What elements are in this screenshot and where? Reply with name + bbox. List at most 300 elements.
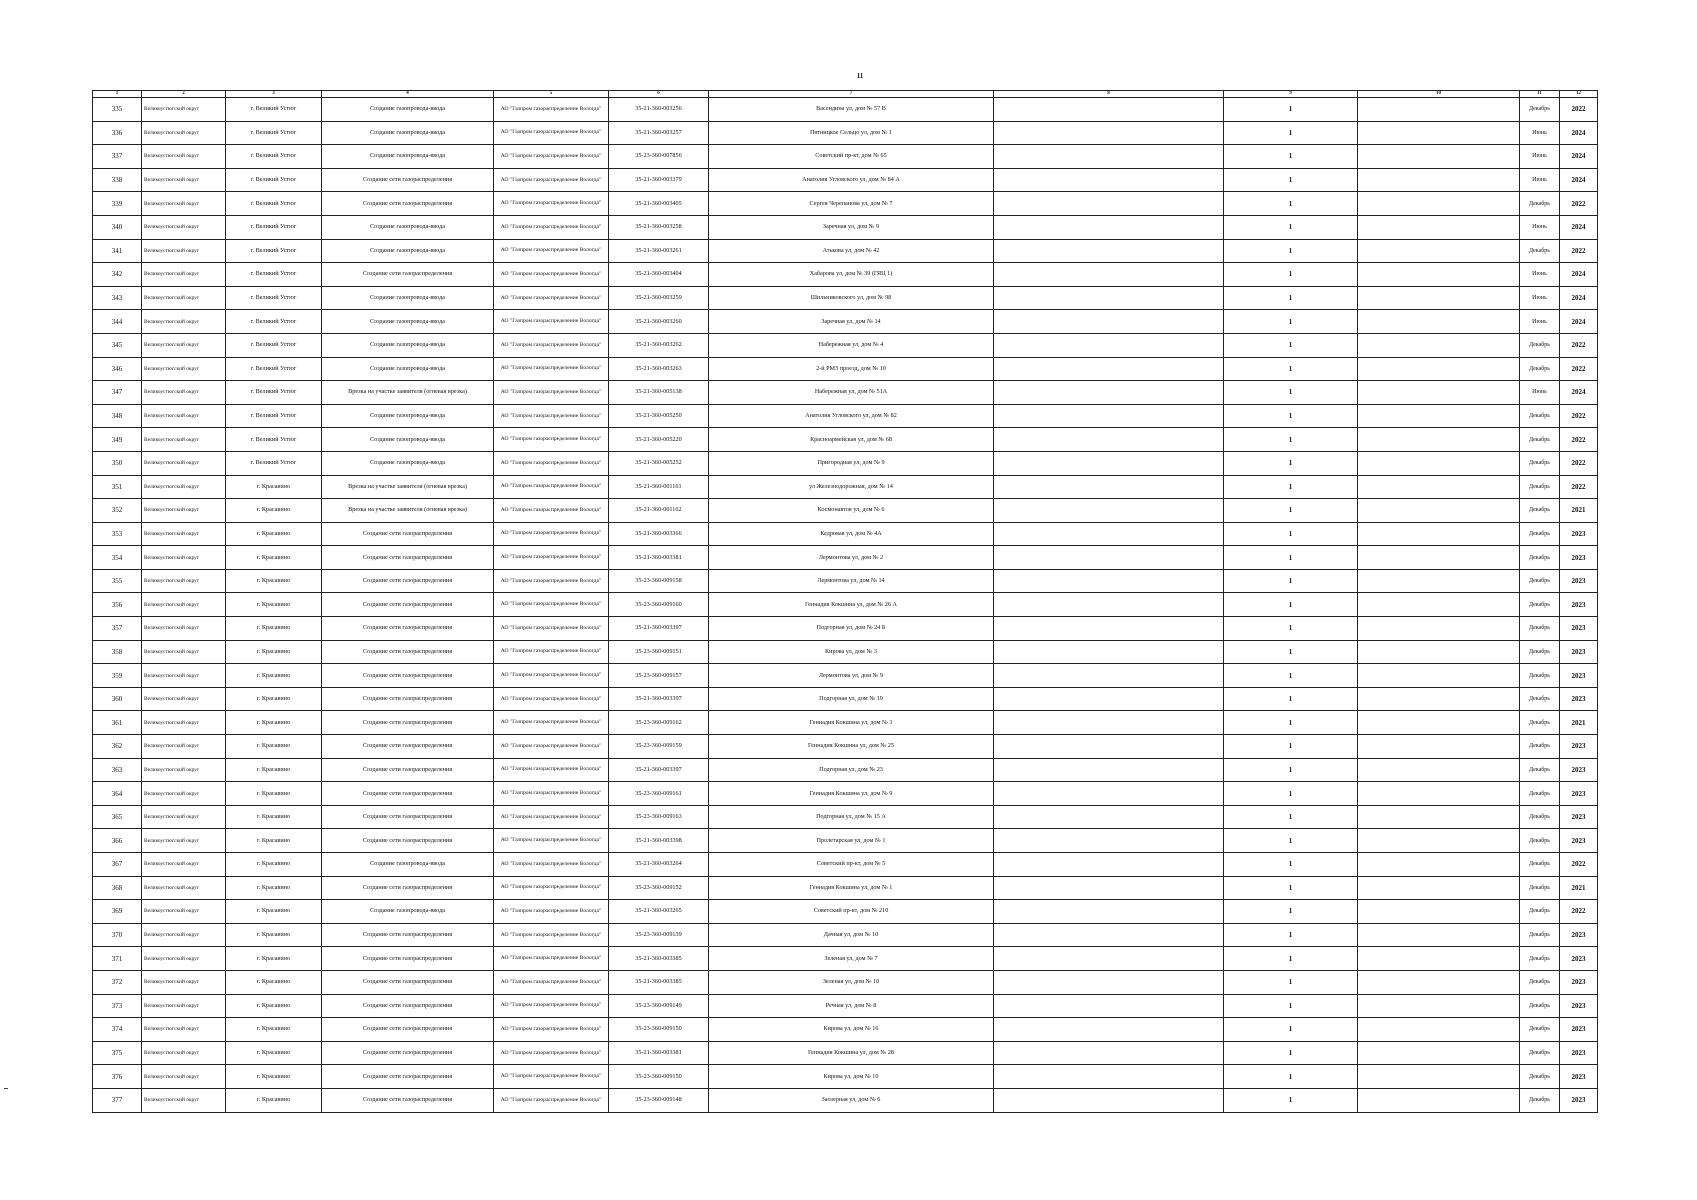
month-cell: Декабрь xyxy=(1520,333,1560,357)
count-cell: 1 xyxy=(1224,876,1358,900)
year-cell: 2022 xyxy=(1560,451,1598,475)
request-number-cell: 35-23-360-009163 xyxy=(609,805,709,829)
column-10-cell xyxy=(1358,310,1520,334)
month-cell: Июнь xyxy=(1520,215,1560,239)
request-number-cell: 35-21-360-001162 xyxy=(609,499,709,523)
table-row xyxy=(93,569,1598,593)
district-cell: Великоустюгский округ xyxy=(142,617,226,641)
count-cell: 1 xyxy=(1224,735,1358,759)
column-10-cell xyxy=(1358,168,1520,192)
request-number-cell: 35-23-360-009150 xyxy=(609,1018,709,1042)
address-cell: Заречная ул, дом № 9 xyxy=(709,215,994,239)
year-cell: 2023 xyxy=(1560,1041,1598,1065)
address-cell: Речная ул, дом № 8 xyxy=(709,994,994,1018)
address-cell: Подгорная ул, дом № 15 А xyxy=(709,805,994,829)
count-cell: 1 xyxy=(1224,1041,1358,1065)
settlement-cell: г. Красавино xyxy=(226,1041,322,1065)
column-8-cell xyxy=(994,168,1224,192)
work-type-cell: Создание газопровода-ввода xyxy=(322,333,494,357)
organization-cell: АО "Газпром газораспределение Вологда" xyxy=(494,475,609,499)
row-number-cell: 336 xyxy=(93,121,142,145)
district-cell: Великоустюгский округ xyxy=(142,239,226,263)
table-row xyxy=(93,994,1598,1018)
request-number-cell: 35-21-360-003397 xyxy=(609,687,709,711)
settlement-cell: г. Красавино xyxy=(226,970,322,994)
column-number-8: 8 xyxy=(994,91,1224,98)
column-8-cell xyxy=(994,239,1224,263)
column-8-cell xyxy=(994,758,1224,782)
work-type-cell: Создание сети газораспределения xyxy=(322,569,494,593)
settlement-cell: г. Красавино xyxy=(226,735,322,759)
month-cell: Декабрь xyxy=(1520,1018,1560,1042)
request-number-cell: 35-23-360-009161 xyxy=(609,782,709,806)
request-number-cell: 35-23-360-009152 xyxy=(609,876,709,900)
work-type-cell: Создание сети газораспределения xyxy=(322,687,494,711)
row-number-cell: 345 xyxy=(93,333,142,357)
row-number-cell: 340 xyxy=(93,215,142,239)
address-cell: Геннадия Кокшина ул, дом № 9 xyxy=(709,782,994,806)
year-cell: 2023 xyxy=(1560,1088,1598,1112)
count-cell: 1 xyxy=(1224,286,1358,310)
address-cell: Советский пр-кт, дом № 65 xyxy=(709,145,994,169)
year-cell: 2023 xyxy=(1560,829,1598,853)
column-8-cell xyxy=(994,428,1224,452)
work-type-cell: Создание сети газораспределения xyxy=(322,782,494,806)
column-10-cell xyxy=(1358,286,1520,310)
address-cell: Васендина ул, дом № 57 В xyxy=(709,98,994,122)
work-type-cell: Создание сети газораспределения xyxy=(322,1088,494,1112)
address-cell: Дачная ул, дом № 10 xyxy=(709,923,994,947)
address-cell: Заозерная ул, дом № 6 xyxy=(709,1088,994,1112)
row-number-cell: 344 xyxy=(93,310,142,334)
settlement-cell: г. Красавино xyxy=(226,593,322,617)
district-cell: Великоустюгский округ xyxy=(142,900,226,924)
organization-cell: АО "Газпром газораспределение Вологда" xyxy=(494,876,609,900)
month-cell: Декабрь xyxy=(1520,1088,1560,1112)
column-8-cell xyxy=(994,923,1224,947)
row-number-cell: 338 xyxy=(93,168,142,192)
district-cell: Великоустюгский округ xyxy=(142,451,226,475)
work-type-cell: Врезка на участке заявителя (огневая врезка) xyxy=(322,381,494,405)
year-cell: 2024 xyxy=(1560,310,1598,334)
organization-cell: АО "Газпром газораспределение Вологда" xyxy=(494,782,609,806)
address-cell: Набережная ул, дом № 51А xyxy=(709,381,994,405)
year-cell: 2023 xyxy=(1560,522,1598,546)
request-number-cell: 35-21-360-003398 xyxy=(609,829,709,853)
district-cell: Великоустюгский округ xyxy=(142,876,226,900)
year-cell: 2024 xyxy=(1560,121,1598,145)
month-cell: Декабрь xyxy=(1520,923,1560,947)
request-number-cell: 35-23-360-009148 xyxy=(609,1088,709,1112)
column-10-cell xyxy=(1358,876,1520,900)
work-type-cell: Создание сети газораспределения xyxy=(322,876,494,900)
address-cell: Зеленая ул, дом № 7 xyxy=(709,947,994,971)
address-cell: Кедровая ул, дом № 4А xyxy=(709,522,994,546)
request-number-cell: 35-21-360-003263 xyxy=(609,357,709,381)
month-cell: Декабрь xyxy=(1520,192,1560,216)
column-number-header xyxy=(93,91,1598,98)
count-cell: 1 xyxy=(1224,782,1358,806)
count-cell: 1 xyxy=(1224,664,1358,688)
column-10-cell xyxy=(1358,758,1520,782)
request-number-cell: 35-21-360-003404 xyxy=(609,263,709,287)
column-8-cell xyxy=(994,853,1224,877)
year-cell: 2023 xyxy=(1560,735,1598,759)
column-8-cell xyxy=(994,215,1224,239)
table-row xyxy=(93,947,1598,971)
row-number-cell: 373 xyxy=(93,994,142,1018)
count-cell: 1 xyxy=(1224,310,1358,334)
district-cell: Великоустюгский округ xyxy=(142,404,226,428)
row-number-cell: 346 xyxy=(93,357,142,381)
table-row xyxy=(93,192,1598,216)
column-10-cell xyxy=(1358,853,1520,877)
request-number-cell: 35-21-360-003405 xyxy=(609,192,709,216)
year-cell: 2021 xyxy=(1560,499,1598,523)
work-type-cell: Врезка на участке заявителя (огневая врезка) xyxy=(322,499,494,523)
row-number-cell: 356 xyxy=(93,593,142,617)
work-type-cell: Создание сети газораспределения xyxy=(322,168,494,192)
organization-cell: АО "Газпром газораспределение Вологда" xyxy=(494,1088,609,1112)
table-row xyxy=(93,664,1598,688)
month-cell: Декабрь xyxy=(1520,569,1560,593)
column-8-cell xyxy=(994,357,1224,381)
row-number-cell: 371 xyxy=(93,947,142,971)
column-8-cell xyxy=(994,499,1224,523)
year-cell: 2023 xyxy=(1560,569,1598,593)
district-cell: Великоустюгский округ xyxy=(142,428,226,452)
table-row xyxy=(93,428,1598,452)
request-number-cell: 35-21-360-005250 xyxy=(609,404,709,428)
row-number-cell: 363 xyxy=(93,758,142,782)
table-row xyxy=(93,475,1598,499)
work-type-cell: Создание газопровода-ввода xyxy=(322,121,494,145)
settlement-cell: г. Красавино xyxy=(226,475,322,499)
count-cell: 1 xyxy=(1224,215,1358,239)
district-cell: Великоустюгский округ xyxy=(142,475,226,499)
column-10-cell xyxy=(1358,1041,1520,1065)
table-row xyxy=(93,357,1598,381)
month-cell: Декабрь xyxy=(1520,451,1560,475)
work-type-cell: Создание сети газораспределения xyxy=(322,664,494,688)
row-number-cell: 364 xyxy=(93,782,142,806)
work-type-cell: Создание газопровода-ввода xyxy=(322,310,494,334)
margin-mark xyxy=(4,1088,8,1089)
column-10-cell xyxy=(1358,782,1520,806)
address-cell: Пятницкое Сельцо ул, дом № 1 xyxy=(709,121,994,145)
settlement-cell: г. Красавино xyxy=(226,782,322,806)
column-10-cell xyxy=(1358,593,1520,617)
settlement-cell: г. Великий Устюг xyxy=(226,121,322,145)
settlement-cell: г. Красавино xyxy=(226,1065,322,1089)
district-cell: Великоустюгский округ xyxy=(142,1088,226,1112)
month-cell: Декабрь xyxy=(1520,805,1560,829)
year-cell: 2022 xyxy=(1560,98,1598,122)
district-cell: Великоустюгский округ xyxy=(142,593,226,617)
organization-cell: АО "Газпром газораспределение Вологда" xyxy=(494,640,609,664)
count-cell: 1 xyxy=(1224,593,1358,617)
organization-cell: АО "Газпром газораспределение Вологда" xyxy=(494,404,609,428)
settlement-cell: г. Красавино xyxy=(226,569,322,593)
row-number-cell: 347 xyxy=(93,381,142,405)
month-cell: Декабрь xyxy=(1520,98,1560,122)
column-10-cell xyxy=(1358,192,1520,216)
column-8-cell xyxy=(994,640,1224,664)
column-10-cell xyxy=(1358,499,1520,523)
organization-cell: АО "Газпром газораспределение Вологда" xyxy=(494,805,609,829)
year-cell: 2023 xyxy=(1560,664,1598,688)
district-cell: Великоустюгский округ xyxy=(142,994,226,1018)
address-cell: 2-й РМЗ проезд, дом № 10 xyxy=(709,357,994,381)
column-10-cell xyxy=(1358,947,1520,971)
request-number-cell: 35-23-360-009157 xyxy=(609,664,709,688)
organization-cell: АО "Газпром газораспределение Вологда" xyxy=(494,333,609,357)
column-number-10: 10 xyxy=(1358,91,1520,98)
column-number-6: 6 xyxy=(609,91,709,98)
request-number-cell: 35-21-360-003385 xyxy=(609,970,709,994)
work-type-cell: Создание сети газораспределения xyxy=(322,711,494,735)
organization-cell: АО "Газпром газораспределение Вологда" xyxy=(494,569,609,593)
row-number-cell: 359 xyxy=(93,664,142,688)
year-cell: 2024 xyxy=(1560,263,1598,287)
settlement-cell: г. Великий Устюг xyxy=(226,145,322,169)
row-number-cell: 367 xyxy=(93,853,142,877)
column-8-cell xyxy=(994,829,1224,853)
row-number-cell: 343 xyxy=(93,286,142,310)
column-10-cell xyxy=(1358,829,1520,853)
work-type-cell: Создание сети газораспределения xyxy=(322,829,494,853)
column-10-cell xyxy=(1358,994,1520,1018)
organization-cell: АО "Газпром газораспределение Вологда" xyxy=(494,711,609,735)
organization-cell: АО "Газпром газораспределение Вологда" xyxy=(494,687,609,711)
district-cell: Великоустюгский округ xyxy=(142,145,226,169)
address-cell: Хабарова ул, дом № 39 (ГЯЦ 1) xyxy=(709,263,994,287)
table-body xyxy=(93,98,1598,1113)
year-cell: 2022 xyxy=(1560,900,1598,924)
organization-cell: АО "Газпром газораспределение Вологда" xyxy=(494,593,609,617)
month-cell: Декабрь xyxy=(1520,522,1560,546)
table-row xyxy=(93,310,1598,334)
row-number-cell: 368 xyxy=(93,876,142,900)
district-cell: Великоустюгский округ xyxy=(142,286,226,310)
header-row xyxy=(93,91,1598,98)
table-row xyxy=(93,1088,1598,1112)
address-cell: Подгорная ул, дом № 19 xyxy=(709,687,994,711)
row-number-cell: 352 xyxy=(93,499,142,523)
work-type-cell: Создание сети газораспределения xyxy=(322,640,494,664)
work-type-cell: Создание сети газораспределения xyxy=(322,1041,494,1065)
district-cell: Великоустюгский округ xyxy=(142,333,226,357)
settlement-cell: г. Великий Устюг xyxy=(226,263,322,287)
column-number-9: 9 xyxy=(1224,91,1358,98)
work-type-cell: Создание газопровода-ввода xyxy=(322,404,494,428)
count-cell: 1 xyxy=(1224,428,1358,452)
request-number-cell: 35-23-360-009159 xyxy=(609,735,709,759)
row-number-cell: 374 xyxy=(93,1018,142,1042)
row-number-cell: 369 xyxy=(93,900,142,924)
organization-cell: АО "Газпром газораспределение Вологда" xyxy=(494,98,609,122)
count-cell: 1 xyxy=(1224,853,1358,877)
address-cell: Советский пр-кт, дом № 210 xyxy=(709,900,994,924)
organization-cell: АО "Газпром газораспределение Вологда" xyxy=(494,900,609,924)
row-number-cell: 376 xyxy=(93,1065,142,1089)
count-cell: 1 xyxy=(1224,829,1358,853)
settlement-cell: г. Красавино xyxy=(226,876,322,900)
year-cell: 2023 xyxy=(1560,782,1598,806)
organization-cell: АО "Газпром газораспределение Вологда" xyxy=(494,1018,609,1042)
month-cell: Декабрь xyxy=(1520,994,1560,1018)
request-number-cell: 35-23-360-009158 xyxy=(609,569,709,593)
column-10-cell xyxy=(1358,664,1520,688)
organization-cell: АО "Газпром газораспределение Вологда" xyxy=(494,1041,609,1065)
month-cell: Декабрь xyxy=(1520,876,1560,900)
request-number-cell: 35-21-360-003262 xyxy=(609,333,709,357)
settlement-cell: г. Великий Устюг xyxy=(226,451,322,475)
row-number-cell: 354 xyxy=(93,546,142,570)
column-8-cell xyxy=(994,782,1224,806)
year-cell: 2022 xyxy=(1560,192,1598,216)
row-number-cell: 370 xyxy=(93,923,142,947)
column-8-cell xyxy=(994,1018,1224,1042)
year-cell: 2022 xyxy=(1560,475,1598,499)
year-cell: 2023 xyxy=(1560,687,1598,711)
table-row xyxy=(93,404,1598,428)
table-row xyxy=(93,522,1598,546)
table-row xyxy=(93,593,1598,617)
count-cell: 1 xyxy=(1224,569,1358,593)
request-number-cell: 35-21-360-003397 xyxy=(609,758,709,782)
table-row xyxy=(93,829,1598,853)
address-cell: Зеленая ул, дом № 10 xyxy=(709,970,994,994)
settlement-cell: г. Красавино xyxy=(226,687,322,711)
count-cell: 1 xyxy=(1224,192,1358,216)
table-row xyxy=(93,640,1598,664)
column-number-7: 7 xyxy=(709,91,994,98)
row-number-cell: 362 xyxy=(93,735,142,759)
month-cell: Декабрь xyxy=(1520,499,1560,523)
work-type-cell: Создание сети газораспределения xyxy=(322,758,494,782)
table-row xyxy=(93,121,1598,145)
request-number-cell: 35-21-360-005138 xyxy=(609,381,709,405)
table-row xyxy=(93,546,1598,570)
district-cell: Великоустюгский округ xyxy=(142,98,226,122)
address-cell: Геннадия Кокшина ул, дом № 25 xyxy=(709,735,994,759)
year-cell: 2023 xyxy=(1560,593,1598,617)
work-type-cell: Создание сети газораспределения xyxy=(322,735,494,759)
row-number-cell: 357 xyxy=(93,617,142,641)
district-cell: Великоустюгский округ xyxy=(142,782,226,806)
table-row xyxy=(93,168,1598,192)
settlement-cell: г. Красавино xyxy=(226,758,322,782)
row-number-cell: 358 xyxy=(93,640,142,664)
month-cell: Декабрь xyxy=(1520,593,1560,617)
column-10-cell xyxy=(1358,805,1520,829)
year-cell: 2023 xyxy=(1560,970,1598,994)
column-8-cell xyxy=(994,900,1224,924)
column-8-cell xyxy=(994,569,1224,593)
address-cell: Атькова ул, дом № 42 xyxy=(709,239,994,263)
column-8-cell xyxy=(994,381,1224,405)
count-cell: 1 xyxy=(1224,357,1358,381)
organization-cell: АО "Газпром газораспределение Вологда" xyxy=(494,263,609,287)
organization-cell: АО "Газпром газораспределение Вологда" xyxy=(494,357,609,381)
request-number-cell: 35-21-360-003381 xyxy=(609,1041,709,1065)
column-10-cell xyxy=(1358,451,1520,475)
request-number-cell: 35-21-360-003258 xyxy=(609,215,709,239)
table-row xyxy=(93,853,1598,877)
count-cell: 1 xyxy=(1224,1065,1358,1089)
count-cell: 1 xyxy=(1224,994,1358,1018)
column-number-11: 11 xyxy=(1520,91,1560,98)
table-row xyxy=(93,1041,1598,1065)
row-number-cell: 366 xyxy=(93,829,142,853)
column-8-cell xyxy=(994,970,1224,994)
column-10-cell xyxy=(1358,687,1520,711)
work-type-cell: Создание газопровода-ввода xyxy=(322,215,494,239)
settlement-cell: г. Красавино xyxy=(226,1088,322,1112)
request-number-cell: 35-23-360-009150 xyxy=(609,1065,709,1089)
request-number-cell: 35-21-360-003259 xyxy=(609,286,709,310)
address-cell: Подгорная ул, дом № 23 xyxy=(709,758,994,782)
address-cell: Анатолия Угловского ул, дом № 84 А xyxy=(709,168,994,192)
settlement-cell: г. Красавино xyxy=(226,499,322,523)
district-cell: Великоустюгский округ xyxy=(142,546,226,570)
count-cell: 1 xyxy=(1224,546,1358,570)
request-number-cell: 35-23-360-009160 xyxy=(609,593,709,617)
year-cell: 2023 xyxy=(1560,994,1598,1018)
month-cell: Июнь xyxy=(1520,381,1560,405)
district-cell: Великоустюгский округ xyxy=(142,1018,226,1042)
request-number-cell: 35-21-360-003366 xyxy=(609,522,709,546)
request-number-cell: 35-21-360-003385 xyxy=(609,947,709,971)
row-number-cell: 339 xyxy=(93,192,142,216)
district-cell: Великоустюгский округ xyxy=(142,711,226,735)
table-row xyxy=(93,286,1598,310)
column-10-cell xyxy=(1358,569,1520,593)
month-cell: Декабрь xyxy=(1520,1065,1560,1089)
settlement-cell: г. Красавино xyxy=(226,522,322,546)
organization-cell: АО "Газпром газораспределение Вологда" xyxy=(494,310,609,334)
count-cell: 1 xyxy=(1224,923,1358,947)
gasification-table xyxy=(92,90,1598,1113)
month-cell: Июнь xyxy=(1520,310,1560,334)
request-number-cell: 35-23-360-009139 xyxy=(609,923,709,947)
month-cell: Декабрь xyxy=(1520,853,1560,877)
request-number-cell: 35-23-360-007856 xyxy=(609,145,709,169)
count-cell: 1 xyxy=(1224,451,1358,475)
address-cell: Геннадия Кокшина ул, дом № 3 xyxy=(709,711,994,735)
table-row xyxy=(93,617,1598,641)
settlement-cell: г. Красавино xyxy=(226,994,322,1018)
organization-cell: АО "Газпром газораспределение Вологда" xyxy=(494,381,609,405)
request-number-cell: 35-21-360-003260 xyxy=(609,310,709,334)
row-number-cell: 349 xyxy=(93,428,142,452)
count-cell: 1 xyxy=(1224,333,1358,357)
work-type-cell: Создание сети газораспределения xyxy=(322,947,494,971)
column-8-cell xyxy=(994,1065,1224,1089)
organization-cell: АО "Газпром газораспределение Вологда" xyxy=(494,947,609,971)
column-8-cell xyxy=(994,522,1224,546)
organization-cell: АО "Газпром газораспределение Вологда" xyxy=(494,168,609,192)
column-8-cell xyxy=(994,121,1224,145)
settlement-cell: г. Великий Устюг xyxy=(226,310,322,334)
row-number-cell: 375 xyxy=(93,1041,142,1065)
district-cell: Великоустюгский округ xyxy=(142,805,226,829)
district-cell: Великоустюгский округ xyxy=(142,664,226,688)
settlement-cell: г. Красавино xyxy=(226,711,322,735)
table-row xyxy=(93,970,1598,994)
table-row xyxy=(93,876,1598,900)
